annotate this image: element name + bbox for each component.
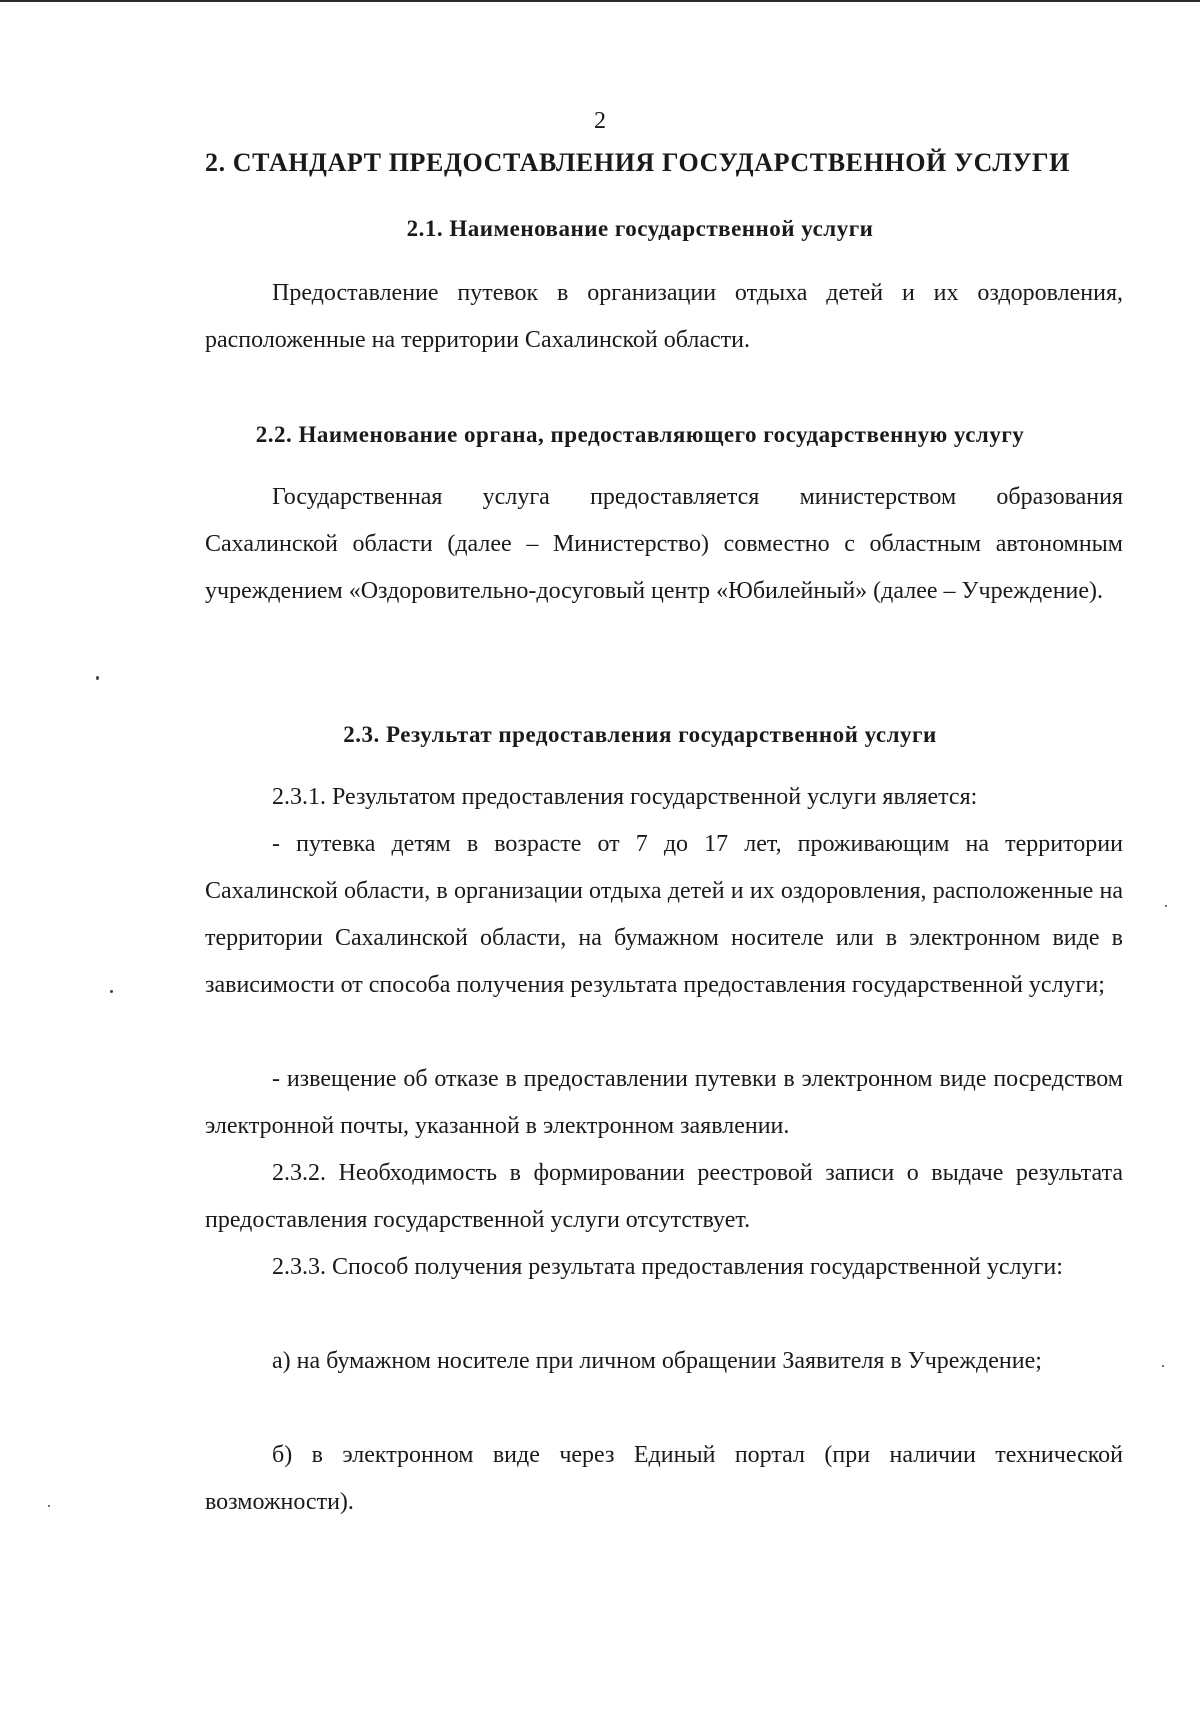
scan-speck	[96, 676, 99, 680]
scan-top-edge	[0, 0, 1200, 2]
scan-speck	[48, 1505, 50, 1507]
method-item-paper: а) на бумажном носителе при личном обращении Заявителя в Учреждение;	[272, 1348, 1042, 1374]
section-2-3-heading: 2.3. Результат предоставления государственной услуги	[343, 722, 937, 747]
page-title: 2. СТАНДАРТ ПРЕДОСТАВЛЕНИЯ ГОСУДАРСТВЕННОЙ УСЛУГИ	[205, 148, 1071, 177]
scan-speck	[1162, 1365, 1164, 1367]
page-number: 2	[594, 108, 606, 134]
result-item-refusal: - извещение об отказе в предоставлении путевки в электронном виде посредством электронной почты, указанной в электронном заявлении.	[205, 1066, 1123, 1139]
result-item-voucher: - путевка детям в возрасте от 7 до 17 лет, проживающим на территории Сахалинской области, в организации отдыха детей и их оздоровления, расположенные на территории Сахалинской области, на бумажном носителе или в электронном виде в зависимости от способа получения результата предоставления государственной услуги;	[205, 831, 1123, 998]
section-2-1-text: Предоставление путевок в организации отдыха детей и их оздоровления, расположенные на территории Сахалинской области.	[205, 280, 1123, 353]
section-2-3-1-text: 2.3.1. Результатом предоставления государственной услуги является:	[272, 784, 978, 810]
section-2-1-heading: 2.1. Наименование государственной услуги	[406, 216, 874, 241]
scan-speck	[1165, 905, 1167, 907]
section-2-2-text: Государственная услуга предоставляется министерством образования Сахалинской области (далее – Министерство) совместно с областным автономным учреждением «Оздоровительно-досуговый центр «Юбилейный» (далее – Учреждение).	[205, 484, 1123, 604]
scan-speck	[110, 990, 113, 993]
section-2-2-heading: 2.2. Наименование органа, предоставляющего государственную услугу	[255, 422, 1025, 447]
method-item-electronic: б) в электронном виде через Единый портал (при наличии технической возможности).	[205, 1442, 1123, 1515]
section-2-3-2-text: 2.3.2. Необходимость в формировании реестровой записи о выдаче результата предоставления государственной услуги отсутствует.	[205, 1160, 1123, 1233]
section-2-3-3-text: 2.3.3. Способ получения результата предоставления государственной услуги:	[272, 1254, 1063, 1280]
